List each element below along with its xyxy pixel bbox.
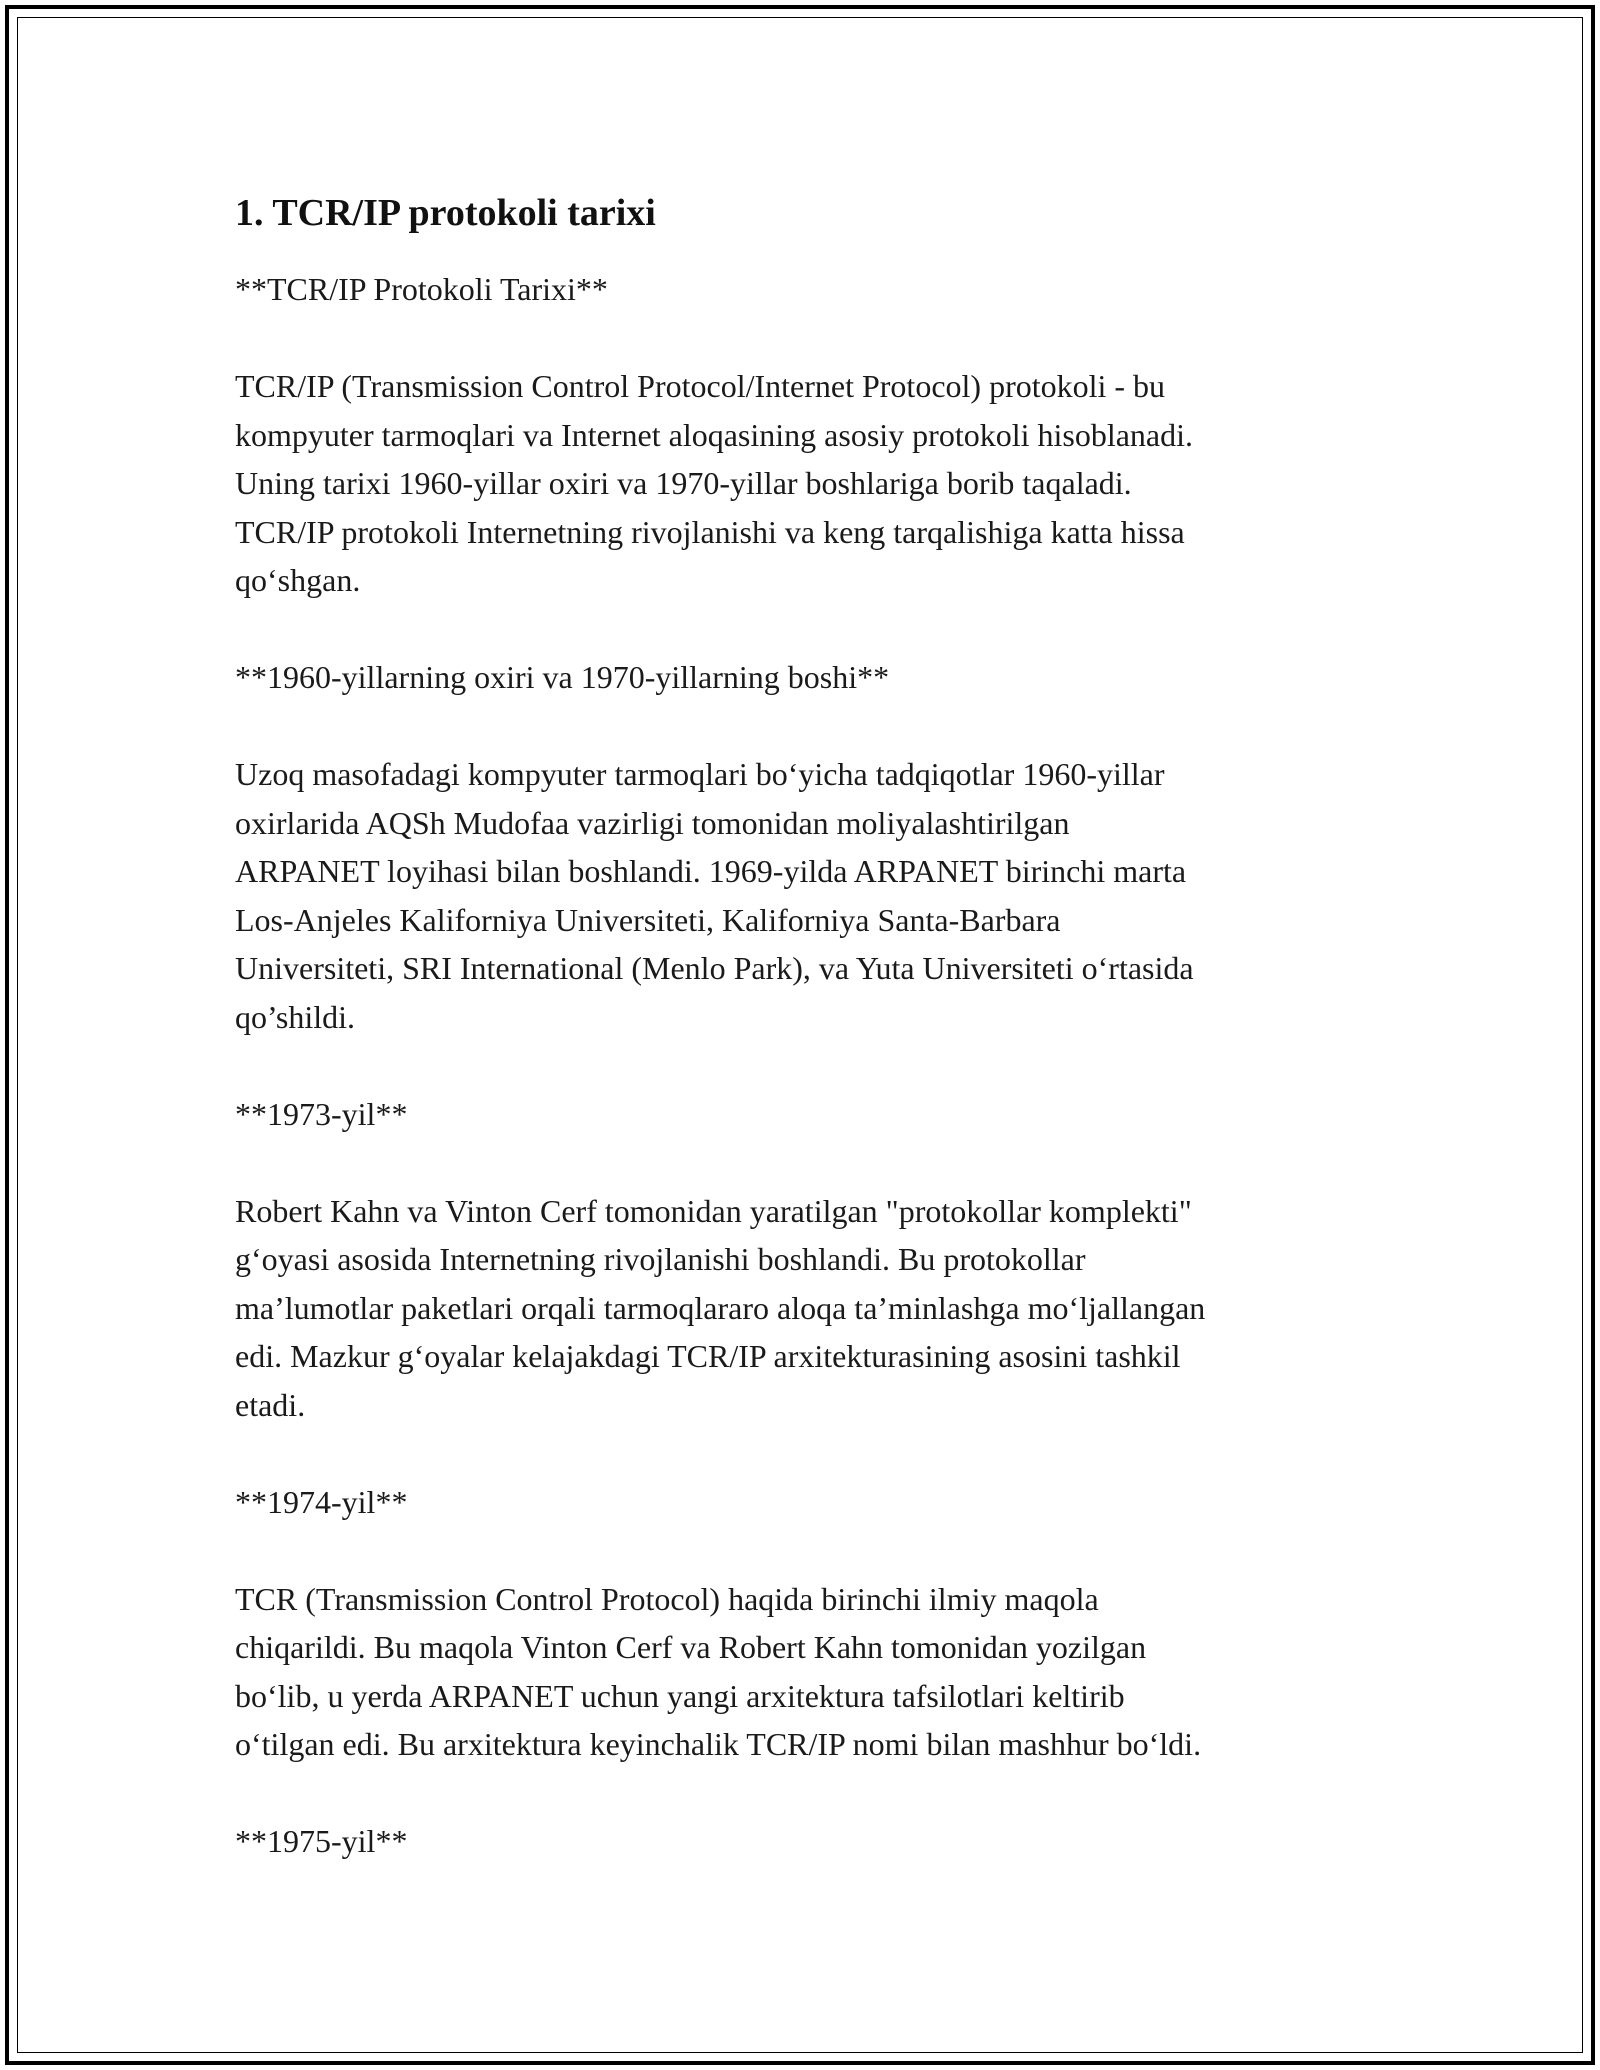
text-line: qo’shildi. (235, 998, 356, 1035)
text-line: **1973-yil** (235, 1095, 408, 1132)
paragraph-1974 (235, 1575, 1365, 1769)
text-line: Universiteti, SRI International (Menlo Park), va Yuta Universiteti o‘rtasida (235, 950, 1194, 986)
text-line: TCR/IP (Transmission Control Protocol/Internet Protocol) protokoli - bu (235, 368, 1166, 404)
text-line: TCR/IP protokoli Internetning rivojlanishi va keng tarqalishiga katta hissa (235, 513, 1185, 550)
paragraph-1960s (235, 750, 1365, 1041)
text-line: **1975-yil** (235, 1823, 408, 1859)
paragraph-subheading-1974 (235, 1478, 1365, 1527)
text-line: kompyuter tarmoqlari va Internet aloqasining asosiy protokoli hisoblanadi. (235, 416, 1194, 453)
text-line: ARPANET loyihasi bilan boshlandi. 1969-yilda ARPANET birinchi marta (235, 853, 1187, 889)
text-line: Los-Anjeles Kaliforniya Universiteti, Kaliforniya Santa-Barbara (235, 901, 1061, 938)
text-line: qo‘shgan. (235, 562, 361, 598)
text-line: TCR (Transmission Control Protocol) haqida birinchi ilmiy maqola (235, 1580, 1099, 1617)
text-line: Uzoq masofadagi kompyuter tarmoqlari bo‘yicha tadqiqotlar 1960-yillar (235, 756, 1165, 792)
text-line: **1960-yillarning oxiri va 1970-yillarning boshi** (235, 659, 890, 695)
text-line: chiqarildi. Bu maqola Vinton Cerf va Robert Kahn tomonidan yozilgan (235, 1629, 1147, 1665)
text-line: **TCR/IP Protokoli Tarixi** (235, 271, 608, 307)
paragraph-subheading-1960s (235, 653, 1365, 702)
text-line: edi. Mazkur g‘oyalar kelajakdagi TCR/IP arxitekturasining asosini tashkil (235, 1338, 1181, 1374)
text-line: bo‘lib, u yerda ARPANET uchun yangi arxitektura tafsilotlari keltirib (235, 1677, 1125, 1714)
document-body (235, 185, 1365, 1914)
text-line: ma’lumotlar paketlari orqali tarmoqlararo aloqa ta’minlashga mo‘ljallangan (235, 1289, 1206, 1326)
text-line: **1974-yil** (235, 1483, 408, 1520)
text-line: oxirlarida AQSh Mudofaa vazirligi tomonidan moliyalashtirilgan (235, 804, 1070, 841)
paragraph-intro (235, 362, 1365, 605)
paragraph-subheading-1973 (235, 1090, 1365, 1139)
section-heading: 1. TCR/IP protokoli tarixi (235, 192, 656, 234)
text-line: Uning tarixi 1960-yillar oxiri va 1970-yillar boshlariga borib taqaladi. (235, 465, 1132, 501)
text-line: etadi. (235, 1386, 306, 1423)
paragraph-1973 (235, 1187, 1365, 1430)
paragraph-title-marker (235, 265, 1365, 314)
paragraph-subheading-1975 (235, 1817, 1365, 1866)
text-line: g‘oyasi asosida Internetning rivojlanishi boshlandi. Bu protokollar (235, 1241, 1086, 1277)
text-line: o‘tilgan edi. Bu arxitektura keyinchalik TCR/IP nomi bilan mashhur bo‘ldi. (235, 1726, 1202, 1762)
text-line: Robert Kahn va Vinton Cerf tomonidan yaratilgan "protokollar komplekti" (235, 1192, 1192, 1229)
